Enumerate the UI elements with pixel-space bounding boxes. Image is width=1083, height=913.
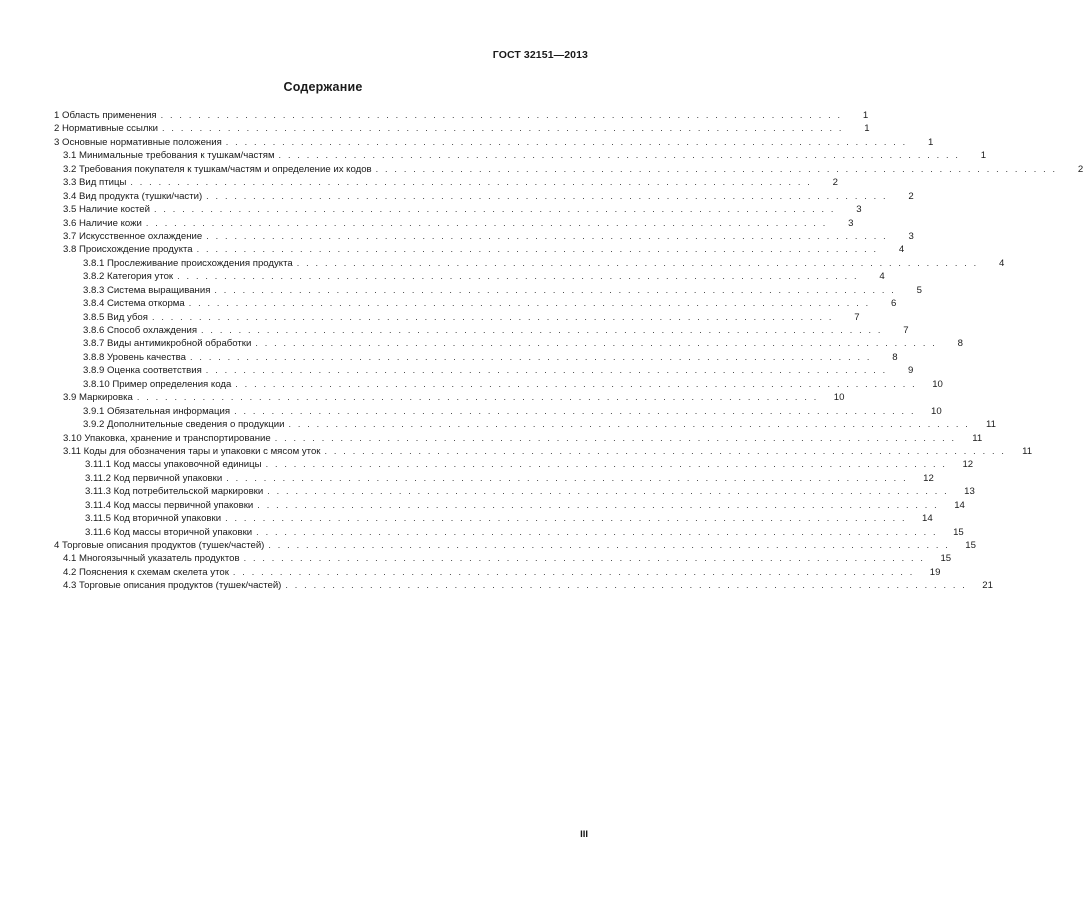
toc-entry[interactable]	[54, 163, 1083, 176]
toc-entry-page: 15	[965, 540, 976, 551]
toc-entry-page: 12	[962, 459, 974, 471]
toc-leader-dots: . . . . . . . . . . . . . . . . . . . . . . . . . . . . . . . . . . . . . . . . . . . . . . . . . . . . . . . . . . . . . . . . . . . . . . . . .	[234, 405, 916, 416]
toc-entry-title: 3.11.6 Код массы вторичной упаковки	[85, 526, 253, 538]
toc-leader-dots: . . . . . . . . . . . . . . . . . . . . . . . . . . . . . . . . . . . . . . . . . . . . . . . . . . . . . . . . . . . . . . . . . . . . . . . . .	[206, 190, 888, 201]
toc-entry[interactable]	[54, 418, 997, 431]
toc-leader-dots: . . . . . . . . . . . . . . . . . . . . . . . . . . . . . . . . . . . . . . . . . . . . . . . . . . . . . . . . . . . . . . . . . . . . . . . . .	[235, 378, 917, 389]
toc-entry-page: 3	[848, 217, 854, 229]
toc-entry-title: 3.8.10 Пример определения кода	[83, 378, 232, 390]
toc-entry-page: 7	[854, 311, 860, 323]
toc-entry-title: 3.8.8 Уровень качества	[83, 351, 187, 363]
toc-entry-page: 12	[923, 472, 934, 484]
toc-entry-page: 1	[862, 110, 869, 121]
toc-leader-dots: . . . . . . . . . . . . . . . . . . . . . . . . . . . . . . . . . . . . . . . . . . . . . . . . . . . . . . . . . . . . . . . . . . . . . . . . .	[151, 311, 834, 322]
toc-entry-title: 3.8.2 Категория уток	[83, 271, 174, 283]
toc-entry[interactable]	[54, 351, 898, 364]
toc-entry-page: 14	[922, 513, 933, 525]
toc-entry-title: 4.1 Многоязычный указатель продуктов	[63, 553, 240, 565]
toc-entry[interactable]	[54, 176, 838, 189]
toc-entry[interactable]	[54, 109, 869, 122]
toc-entry-title: 3.8.4 Система откорма	[83, 298, 185, 310]
toc-entry[interactable]	[54, 217, 854, 230]
toc-leader-dots: . . . . . . . . . . . . . . . . . . . . . . . . . . . . . . . . . . . . . . . . . . . . . . . . . . . . . . . . . . . . . . . . . . . . . . . . .	[206, 230, 888, 241]
toc-entry-title: 3.11 Коды для обозначения тары и упаковки с мясом уток	[63, 445, 321, 457]
toc-entry-page: 2	[908, 190, 914, 202]
toc-entry[interactable]	[54, 458, 974, 471]
toc-entry-title: 3.9 Маркировка	[63, 392, 133, 404]
page-title: Содержание	[283, 80, 363, 94]
toc-leader-dots: . . . . . . . . . . . . . . . . . . . . . . . . . . . . . . . . . . . . . . . . . . . . . . . . . . . . . . . . . . . . . . . . . . . . . . . . .	[274, 432, 957, 443]
toc-leader-dots: . . . . . . . . . . . . . . . . . . . . . . . . . . . . . . . . . . . . . . . . . . . . . . . . . . . . . . . . . . . . . . . . . . . . . . . . .	[288, 419, 971, 430]
toc-leader-dots: . . . . . . . . . . . . . . . . . . . . . . . . . . . . . . . . . . . . . . . . . . . . . . . . . . . . . . . . . . . . . . . . . . . . . . . . .	[232, 566, 915, 577]
toc-leader-dots: . . . . . . . . . . . . . . . . . . . . . . . . . . . . . . . . . . . . . . . . . . . . . . . . . . . . . . . . . . . . . . . . . . . . . . . . .	[154, 204, 836, 215]
toc-leader-dots: . . . . . . . . . . . . . . . . . . . . . . . . . . . . . . . . . . . . . . . . . . . . . . . . . . . . . . . . . . . . . . . . . . . . . . . . .	[265, 459, 948, 470]
toc-entry[interactable]	[54, 485, 975, 498]
toc-entry[interactable]	[54, 364, 914, 377]
toc-entry[interactable]	[54, 149, 987, 162]
toc-entry[interactable]	[54, 472, 934, 485]
toc-entry-page: 2	[832, 177, 838, 189]
toc-leader-dots: . . . . . . . . . . . . . . . . . . . . . . . . . . . . . . . . . . . . . . . . . . . . . . . . . . . . . . . . . . . . . . . . . . . . . . . . .	[225, 136, 908, 147]
toc-leader-dots: . . . . . . . . . . . . . . . . . . . . . . . . . . . . . . . . . . . . . . . . . . . . . . . . . . . . . . . . . . . . . . . . . . . . . . . . .	[243, 553, 926, 564]
toc-entry-title: 3.2 Требования покупателя к тушкам/частям и определение их кодов	[63, 163, 372, 175]
toc-leader-dots: . . . . . . . . . . . . . . . . . . . . . . . . . . . . . . . . . . . . . . . . . . . . . . . . . . . . . . . . . . . . . . . . . . . . . . . . .	[136, 392, 819, 403]
toc-entry-page: 21	[982, 580, 993, 592]
toc-entry-page: 5	[916, 284, 922, 296]
toc-entry[interactable]	[54, 324, 909, 337]
toc-entry-title: 3.11.2 Код первичной упаковки	[85, 472, 223, 484]
toc-entry-title: 3.7 Искусственное охлаждение	[63, 230, 203, 242]
toc-entry[interactable]	[54, 405, 942, 418]
toc-entry-page: 3	[908, 230, 914, 242]
page-number: III	[580, 829, 588, 840]
toc-leader-dots: . . . . . . . . . . . . . . . . . . . . . . . . . . . . . . . . . . . . . . . . . . . . . . . . . . . . . . . . . . . . . . . . . . . . . . . . .	[256, 526, 938, 537]
toc-entry[interactable]	[54, 190, 914, 203]
toc-entry-title: 4.2 Пояснения к схемам скелета уток	[63, 566, 229, 578]
toc-entry-title: 3.11.5 Код вторичной упаковки	[85, 513, 222, 525]
toc-leader-dots: . . . . . . . . . . . . . . . . . . . . . . . . . . . . . . . . . . . . . . . . . . . . . . . . . . . . . . . . . . . . . . . . . . . . . . . . .	[285, 580, 967, 591]
toc-entry[interactable]	[54, 136, 934, 149]
toc-entry[interactable]	[54, 566, 941, 579]
toc-leader-dots: . . . . . . . . . . . . . . . . . . . . . . . . . . . . . . . . . . . . . . . . . . . . . . . . . . . . . . . . . . . . . . . . . . . . . . . . .	[214, 284, 896, 295]
toc-entry[interactable]	[54, 512, 933, 525]
toc-leader-dots: . . . . . . . . . . . . . . . . . . . . . . . . . . . . . . . . . . . . . . . . . . . . . . . . . . . . . . . . . . . . . . . . . . . . . . . . .	[324, 445, 1007, 456]
toc-entry-page: 4	[898, 244, 905, 256]
toc-entry[interactable]	[54, 378, 943, 391]
toc-leader-dots: . . . . . . . . . . . . . . . . . . . . . . . . . . . . . . . . . . . . . . . . . . . . . . . . . . . . . . . . . . . . . . . . . . . . . . . . .	[268, 540, 950, 550]
toc-leader-dots: . . . . . . . . . . . . . . . . . . . . . . . . . . . . . . . . . . . . . . . . . . . . . . . . . . . . . . . . . . . . . . . . . . . . . . . . .	[375, 163, 1058, 174]
toc-leader-dots: . . . . . . . . . . . . . . . . . . . . . . . . . . . . . . . . . . . . . . . . . . . . . . . . . . . . . . . . . . . . . . . . . . . . . . . . .	[196, 244, 879, 255]
toc-entry[interactable]	[54, 432, 983, 445]
document-code: ГОСТ 32151—2013	[492, 49, 588, 61]
toc-leader-dots: . . . . . . . . . . . . . . . . . . . . . . . . . . . . . . . . . . . . . . . . . . . . . . . . . . . . . . . . . . . . . . . . . . . . . . . . .	[257, 499, 939, 510]
toc-entry-title: 3.10 Упаковка, хранение и транспортирование	[63, 432, 271, 444]
toc-entry[interactable]	[54, 391, 845, 404]
toc-entry-title: 3.11.1 Код массы упаковочной единицы	[85, 459, 262, 471]
toc-entry[interactable]	[54, 526, 964, 539]
toc-entry[interactable]	[54, 203, 862, 216]
toc-entry-page: 3	[856, 204, 862, 216]
toc-entry-title: 3.1 Минимальные требования к тушкам/частям	[63, 150, 275, 162]
toc-entry-title: 3.8.7 Виды антимикробной обработки	[83, 338, 252, 350]
toc-entry-page: 7	[903, 325, 909, 336]
toc-leader-dots: . . . . . . . . . . . . . . . . . . . . . . . . . . . . . . . . . . . . . . . . . . . . . . . . . . . . . . . . . . . . . . . . . . . . . . . . .	[225, 513, 907, 524]
toc-entry-page: 13	[964, 486, 975, 498]
toc-entry-page: 1	[980, 150, 987, 162]
toc-entry[interactable]	[54, 257, 1005, 270]
toc-entry[interactable]	[54, 122, 870, 135]
toc-entry-page: 1	[864, 123, 870, 135]
toc-entry-page: 10	[930, 405, 942, 417]
toc-entry[interactable]	[54, 297, 897, 310]
toc-leader-dots: . . . . . . . . . . . . . . . . . . . . . . . . . . . . . . . . . . . . . . . . . . . . . . . . . . . . . . . . . . . . . . . . . . . . . . . . .	[162, 123, 844, 134]
toc-entry[interactable]	[54, 311, 860, 324]
toc-entry[interactable]	[54, 539, 976, 552]
toc-entry-title: 3.9.2 Дополнительные сведения о продукции	[83, 419, 285, 431]
toc-entry-title: 3.9.1 Обязательная информация	[83, 405, 231, 417]
toc-entry-title: 3.5 Наличие костей	[63, 204, 150, 216]
toc-leader-dots: . . . . . . . . . . . . . . . . . . . . . . . . . . . . . . . . . . . . . . . . . . . . . . . . . . . . . . . . . . . . . . . . . . . . . . . . .	[205, 365, 888, 376]
toc-entry-title: 3.8.5 Вид убоя	[83, 311, 148, 323]
toc-leader-dots: . . . . . . . . . . . . . . . . . . . . . . . . . . . . . . . . . . . . . . . . . . . . . . . . . . . . . . . . . . . . . . . . . . . . . . . . .	[177, 271, 859, 282]
toc-leader-dots: . . . . . . . . . . . . . . . . . . . . . . . . . . . . . . . . . . . . . . . . . . . . . . . . . . . . . . . . . . . . . . . . . . . . . . . . .	[190, 351, 872, 362]
toc-entry-title: 4 Торговые описания продуктов (тушек/частей)	[54, 540, 265, 551]
toc-leader-dots: . . . . . . . . . . . . . . . . . . . . . . . . . . . . . . . . . . . . . . . . . . . . . . . . . . . . . . . . . . . . . . . . . . . . . . . . .	[296, 257, 979, 268]
toc-entry-page: 9	[908, 365, 914, 377]
toc-leader-dots: . . . . . . . . . . . . . . . . . . . . . . . . . . . . . . . . . . . . . . . . . . . . . . . . . . . . . . . . . . . . . . . . . . . . . . . . .	[188, 298, 871, 309]
toc-entry-title: 1 Область применения	[54, 110, 157, 121]
toc-entry-page: 11	[972, 432, 983, 444]
toc-entry-title: 3.11.3 Код потребительской маркировки	[85, 486, 264, 498]
toc-entry-page: 10	[932, 378, 943, 390]
toc-entry[interactable]	[54, 284, 922, 297]
toc-entry-page: 8	[892, 351, 898, 363]
toc-entry-title: 3.8.9 Оценка соответствия	[83, 365, 202, 377]
toc-entry-page: 8	[957, 338, 963, 350]
toc-entry-title: 3.8 Происхождение продукта	[63, 244, 193, 256]
toc-entry-page: 14	[954, 499, 965, 511]
toc-entry[interactable]	[54, 499, 965, 512]
toc-leader-dots: . . . . . . . . . . . . . . . . . . . . . . . . . . . . . . . . . . . . . . . . . . . . . . . . . . . . . . . . . . . . . . . . . . . . . . . . .	[201, 325, 883, 335]
toc-entry-title: 3.8.6 Способ охлаждения	[83, 325, 198, 336]
toc-entry-page: 4	[998, 257, 1005, 269]
toc-entry[interactable]	[54, 552, 952, 565]
toc-entry-title: 3.4 Вид продукта (тушки/части)	[63, 190, 203, 202]
table-of-contents	[54, 109, 1083, 593]
toc-entry-title: 3.8.1 Прослеживание происхождения продукта	[83, 257, 293, 269]
toc-entry-title: 2 Нормативные ссылки	[54, 123, 159, 135]
toc-entry-page: 15	[953, 526, 964, 538]
toc-entry-page: 10	[833, 392, 845, 404]
toc-entry-page: 11	[1022, 445, 1033, 457]
toc-entry[interactable]	[54, 445, 1033, 458]
toc-leader-dots: . . . . . . . . . . . . . . . . . . . . . . . . . . . . . . . . . . . . . . . . . . . . . . . . . . . . . . . . . . . . . . . . . . . . . . . . .	[278, 150, 961, 161]
toc-entry-page: 2	[1077, 163, 1083, 175]
toc-entry-page: 15	[940, 553, 952, 565]
toc-entry[interactable]	[54, 337, 963, 350]
toc-entry-page: 6	[890, 298, 897, 310]
toc-leader-dots: . . . . . . . . . . . . . . . . . . . . . . . . . . . . . . . . . . . . . . . . . . . . . . . . . . . . . . . . . . . . . . . . . . . . . . . . .	[267, 486, 949, 497]
toc-leader-dots: . . . . . . . . . . . . . . . . . . . . . . . . . . . . . . . . . . . . . . . . . . . . . . . . . . . . . . . . . . . . . . . . . . . . . . . . .	[255, 338, 937, 349]
toc-entry-title: 3.6 Наличие кожи	[63, 217, 142, 229]
toc-entry-title: 3.11.4 Код массы первичной упаковки	[85, 499, 254, 511]
toc-entry-page: 4	[879, 271, 885, 283]
toc-entry-title: 3.3 Вид птицы	[63, 177, 127, 189]
toc-entry[interactable]	[54, 230, 914, 243]
toc-entry-title: 3.8.3 Система выращивания	[83, 284, 211, 296]
toc-leader-dots: . . . . . . . . . . . . . . . . . . . . . . . . . . . . . . . . . . . . . . . . . . . . . . . . . . . . . . . . . . . . . . . . . . . . . . . . .	[160, 110, 843, 120]
toc-entry-page: 11	[986, 419, 997, 431]
toc-entry-page: 19	[929, 566, 941, 578]
toc-leader-dots: . . . . . . . . . . . . . . . . . . . . . . . . . . . . . . . . . . . . . . . . . . . . . . . . . . . . . . . . . . . . . . . . . . . . . . . . .	[145, 217, 828, 228]
toc-entry[interactable]	[54, 270, 885, 283]
toc-leader-dots: . . . . . . . . . . . . . . . . . . . . . . . . . . . . . . . . . . . . . . . . . . . . . . . . . . . . . . . . . . . . . . . . . . . . . . . . .	[130, 177, 812, 188]
toc-entry[interactable]	[54, 579, 993, 592]
toc-entry[interactable]	[54, 243, 905, 256]
toc-leader-dots: . . . . . . . . . . . . . . . . . . . . . . . . . . . . . . . . . . . . . . . . . . . . . . . . . . . . . . . . . . . . . . . . . . . . . . . . .	[226, 472, 908, 483]
toc-entry-title: 3 Основные нормативные положения	[54, 136, 222, 148]
toc-entry-page: 1	[928, 136, 934, 148]
toc-entry-title: 4.3 Торговые описания продуктов (тушек/частей)	[63, 580, 282, 592]
